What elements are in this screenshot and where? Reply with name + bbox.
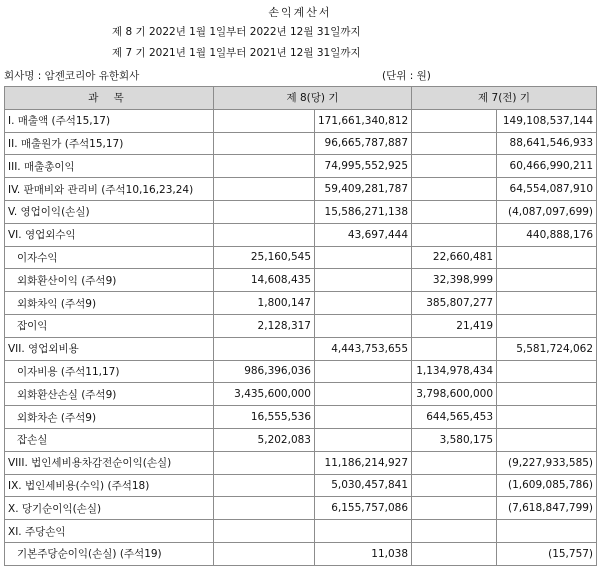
current-total-amount xyxy=(315,246,412,269)
previous-total-amount: 88,641,546,933 xyxy=(497,132,597,155)
previous-sub-amount: 32,398,999 xyxy=(412,269,497,292)
table-row xyxy=(5,383,597,406)
previous-sub-amount xyxy=(412,155,497,178)
row-label: IX. 법인세비용(수익) (주석18) xyxy=(5,474,214,497)
current-total-amount: 11,186,214,927 xyxy=(315,451,412,474)
row-label: 외화환산이익 (주석9) xyxy=(5,269,214,292)
previous-sub-amount xyxy=(412,223,497,246)
previous-total-amount xyxy=(497,360,597,383)
table-row xyxy=(5,451,597,474)
table-body xyxy=(5,109,597,565)
current-total-amount: 4,443,753,655 xyxy=(315,337,412,360)
previous-sub-amount xyxy=(412,132,497,155)
table-row xyxy=(5,406,597,429)
row-label: VII. 영업외비용 xyxy=(5,337,214,360)
period-current: 제 8 기 2022년 1월 1일부터 2022년 12월 31일까지 xyxy=(112,26,361,38)
table-row xyxy=(5,246,597,269)
current-total-amount: 11,038 xyxy=(315,542,412,565)
row-label: 외화환산손실 (주석9) xyxy=(5,383,214,406)
previous-sub-amount xyxy=(412,178,497,201)
current-sub-amount: 5,202,083 xyxy=(214,428,315,451)
current-total-amount: 74,995,552,925 xyxy=(315,155,412,178)
previous-total-amount: 149,108,537,144 xyxy=(497,109,597,132)
table-row xyxy=(5,474,597,497)
previous-sub-amount xyxy=(412,542,497,565)
current-sub-amount: 25,160,545 xyxy=(214,246,315,269)
current-total-amount xyxy=(315,269,412,292)
current-total-amount xyxy=(315,520,412,543)
row-label: 이자비용 (주석11,17) xyxy=(5,360,214,383)
row-label: I. 매출액 (주석15,17) xyxy=(5,109,214,132)
document-title: 손익계산서 xyxy=(268,6,332,19)
previous-sub-amount xyxy=(412,520,497,543)
table-row xyxy=(5,109,597,132)
table-row xyxy=(5,360,597,383)
current-sub-amount xyxy=(214,520,315,543)
current-total-amount: 15,586,271,138 xyxy=(315,200,412,223)
row-label: 기본주당순이익(손실) (주석19) xyxy=(5,542,214,565)
current-sub-amount xyxy=(214,155,315,178)
row-label: 외화차익 (주석9) xyxy=(5,292,214,315)
previous-sub-amount: 1,134,978,434 xyxy=(412,360,497,383)
current-sub-amount xyxy=(214,132,315,155)
current-sub-amount xyxy=(214,542,315,565)
table-header-row xyxy=(5,87,597,110)
row-label: XI. 주당손익 xyxy=(5,520,214,543)
row-label: 잡이익 xyxy=(5,314,214,337)
current-sub-amount: 16,555,536 xyxy=(214,406,315,429)
previous-total-amount xyxy=(497,246,597,269)
row-label: II. 매출원가 (주석15,17) xyxy=(5,132,214,155)
previous-total-amount: 64,554,087,910 xyxy=(497,178,597,201)
row-label: 잡손실 xyxy=(5,428,214,451)
previous-total-amount xyxy=(497,314,597,337)
previous-total-amount xyxy=(497,520,597,543)
row-label: VI. 영업외수익 xyxy=(5,223,214,246)
current-sub-amount: 14,608,435 xyxy=(214,269,315,292)
previous-total-amount: (4,087,097,699) xyxy=(497,200,597,223)
row-label: 이자수익 xyxy=(5,246,214,269)
current-sub-amount xyxy=(214,200,315,223)
unit-label: (단위 : 원) xyxy=(382,70,431,82)
previous-sub-amount: 3,798,600,000 xyxy=(412,383,497,406)
previous-total-amount xyxy=(497,428,597,451)
current-sub-amount xyxy=(214,178,315,201)
current-total-amount: 43,697,444 xyxy=(315,223,412,246)
table-row xyxy=(5,520,597,543)
income-statement-table xyxy=(4,86,597,566)
previous-sub-amount xyxy=(412,451,497,474)
table-row xyxy=(5,292,597,315)
current-total-amount xyxy=(315,292,412,315)
current-sub-amount xyxy=(214,223,315,246)
table-row xyxy=(5,178,597,201)
previous-sub-amount: 21,419 xyxy=(412,314,497,337)
row-label: X. 당기순이익(손실) xyxy=(5,497,214,520)
previous-total-amount xyxy=(497,383,597,406)
previous-total-amount: 440,888,176 xyxy=(497,223,597,246)
previous-sub-amount: 385,807,277 xyxy=(412,292,497,315)
previous-sub-amount: 644,565,453 xyxy=(412,406,497,429)
row-label: V. 영업이익(손실) xyxy=(5,200,214,223)
previous-sub-amount xyxy=(412,337,497,360)
previous-total-amount xyxy=(497,292,597,315)
previous-total-amount: (9,227,933,585) xyxy=(497,451,597,474)
current-sub-amount: 1,800,147 xyxy=(214,292,315,315)
current-sub-amount: 2,128,317 xyxy=(214,314,315,337)
current-total-amount: 96,665,787,887 xyxy=(315,132,412,155)
column-header-previous: 제 7(전) 기 xyxy=(412,87,597,110)
current-total-amount xyxy=(315,428,412,451)
previous-sub-amount: 22,660,481 xyxy=(412,246,497,269)
table-row xyxy=(5,314,597,337)
current-total-amount xyxy=(315,360,412,383)
current-sub-amount: 3,435,600,000 xyxy=(214,383,315,406)
current-total-amount xyxy=(315,314,412,337)
column-header-current: 제 8(당) 기 xyxy=(214,87,412,110)
current-sub-amount xyxy=(214,451,315,474)
row-label: IV. 판매비와 관리비 (주석10,16,23,24) xyxy=(5,178,214,201)
current-sub-amount xyxy=(214,497,315,520)
previous-total-amount xyxy=(497,406,597,429)
previous-sub-amount: 3,580,175 xyxy=(412,428,497,451)
current-sub-amount: 986,396,036 xyxy=(214,360,315,383)
current-total-amount xyxy=(315,383,412,406)
company-name: 회사명 : 암젠코리아 유한회사 xyxy=(4,70,140,82)
previous-total-amount: (1,609,085,786) xyxy=(497,474,597,497)
current-total-amount: 6,155,757,086 xyxy=(315,497,412,520)
column-header-item: 과 목 xyxy=(5,87,214,110)
previous-sub-amount xyxy=(412,109,497,132)
table-row xyxy=(5,200,597,223)
previous-total-amount xyxy=(497,269,597,292)
previous-sub-amount xyxy=(412,497,497,520)
table-row xyxy=(5,497,597,520)
row-label: 외화차손 (주석9) xyxy=(5,406,214,429)
table-row xyxy=(5,155,597,178)
table-row xyxy=(5,337,597,360)
previous-total-amount: 5,581,724,062 xyxy=(497,337,597,360)
table-row xyxy=(5,428,597,451)
previous-sub-amount xyxy=(412,200,497,223)
table-row xyxy=(5,223,597,246)
current-total-amount: 171,661,340,812 xyxy=(315,109,412,132)
current-sub-amount xyxy=(214,337,315,360)
current-sub-amount xyxy=(214,109,315,132)
previous-total-amount: 60,466,990,211 xyxy=(497,155,597,178)
row-label: VIII. 법인세비용차감전순이익(손실) xyxy=(5,451,214,474)
period-previous: 제 7 기 2021년 1월 1일부터 2021년 12월 31일까지 xyxy=(112,47,361,59)
current-total-amount xyxy=(315,406,412,429)
previous-sub-amount xyxy=(412,474,497,497)
table-row xyxy=(5,132,597,155)
table-row xyxy=(5,542,597,565)
previous-total-amount: (15,757) xyxy=(497,542,597,565)
current-total-amount: 5,030,457,841 xyxy=(315,474,412,497)
previous-total-amount: (7,618,847,799) xyxy=(497,497,597,520)
table-row xyxy=(5,269,597,292)
current-total-amount: 59,409,281,787 xyxy=(315,178,412,201)
current-sub-amount xyxy=(214,474,315,497)
row-label: III. 매출총이익 xyxy=(5,155,214,178)
